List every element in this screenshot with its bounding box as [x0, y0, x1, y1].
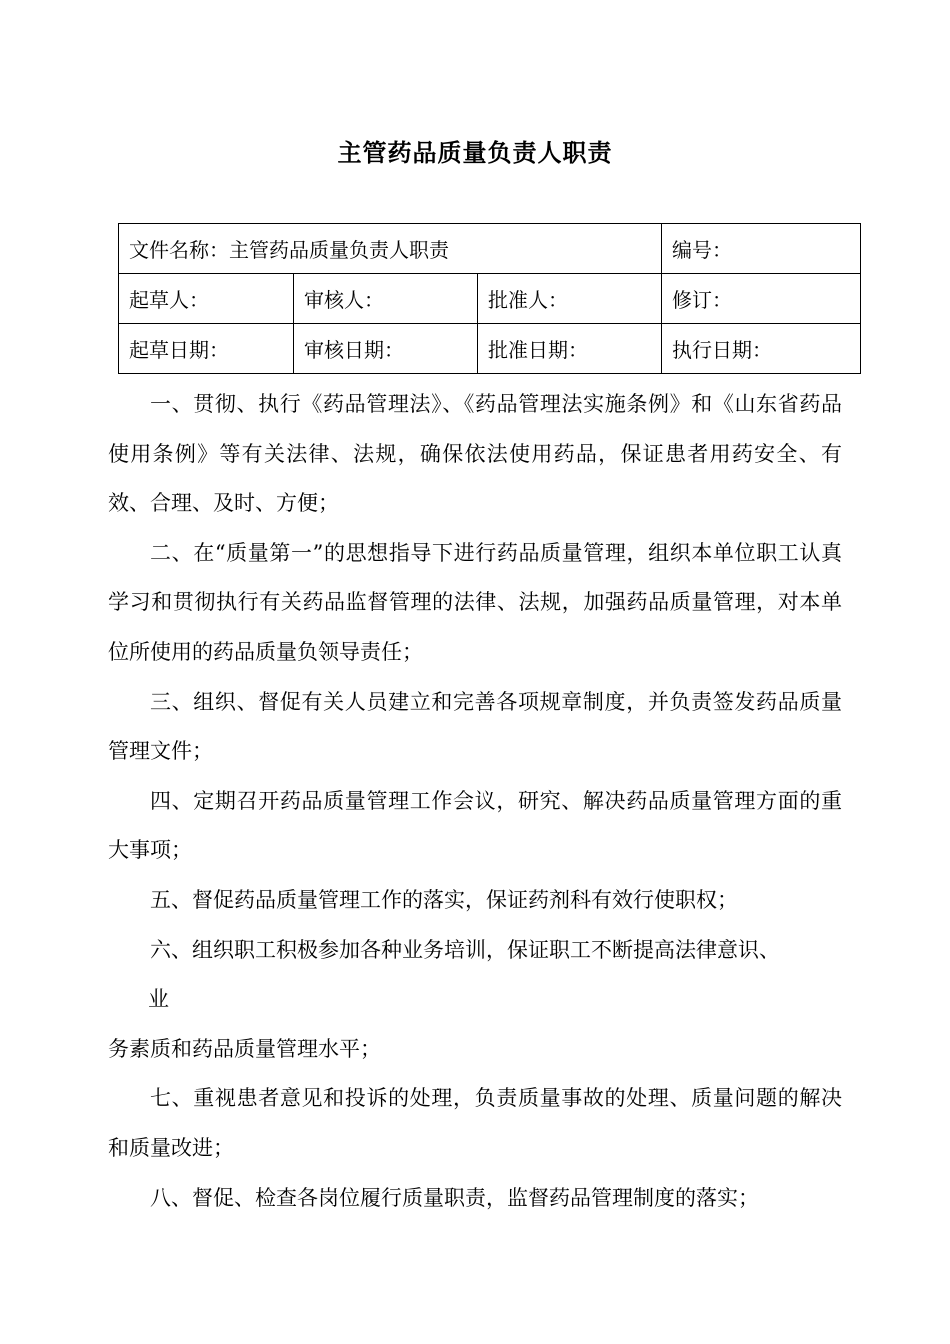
duty-paragraph-6: 六、组织职工积极参加各种业务培训，保证职工不断提高法律意识、: [150, 937, 780, 962]
review-date-cell: 审核日期：: [294, 324, 478, 374]
info-row-file: [119, 224, 861, 274]
drafter-cell: 起草人：: [119, 274, 294, 324]
document-info-table: [118, 223, 861, 374]
duty-paragraph-7: 七、重视患者意见和投诉的处理，负责质量事故的处理、质量问题的解决和质量改进；: [108, 1086, 842, 1160]
duty-paragraph-2: 二、在“质量第一”的思想指导下进行药品质量管理，组织本单位职工认真学习和贯彻执行有关药品监督管理的法律、法规，加强药品质量管理，对本单位所使用的药品质量负领导责任；: [108, 540, 842, 664]
number-cell: 编号：: [662, 224, 861, 274]
duty-paragraph-1: 一、贯彻、执行《药品管理法》、《药品管理法实施条例》和《山东省药品使用条例》等有关法律、法规，确保依法使用药品，保证患者用药安全、有效、合理、及时、方便；: [108, 392, 842, 516]
duty-paragraph-3: 三、组织、督促有关人员建立和完善各项规章制度，并负责签发药品质量管理文件；: [108, 689, 842, 764]
duty-paragraph-4: 四、定期召开药品质量管理工作会议，研究、解决药品质量管理方面的重大事项；: [108, 788, 842, 863]
reviewer-cell: 审核人：: [294, 274, 478, 324]
duty-paragraph-6-continued: 务素质和药品质量管理水平；: [108, 1036, 381, 1061]
file-name-cell: 文件名称：主管药品质量负责人职责: [119, 224, 662, 274]
duty-paragraph-5: 五、督促药品质量管理工作的落实，保证药剂科有效行使职权；: [150, 887, 738, 912]
duty-paragraph-8: 八、督促、检查各岗位履行质量职责，监督药品管理制度的落实；: [150, 1185, 759, 1210]
info-row-dates: [119, 324, 861, 374]
approve-date-cell: 批准日期：: [478, 324, 662, 374]
duties-body: [108, 380, 842, 1223]
exec-date-cell: 执行日期：: [662, 324, 861, 374]
approver-cell: 批准人：: [478, 274, 662, 324]
revision-cell: 修订：: [662, 274, 861, 324]
document-title: 主管药品质量负责人职责: [337, 139, 613, 167]
duty-paragraph-6-orphan: 业: [148, 987, 169, 1012]
info-row-people: [119, 274, 861, 324]
draft-date-cell: 起草日期：: [119, 324, 294, 374]
